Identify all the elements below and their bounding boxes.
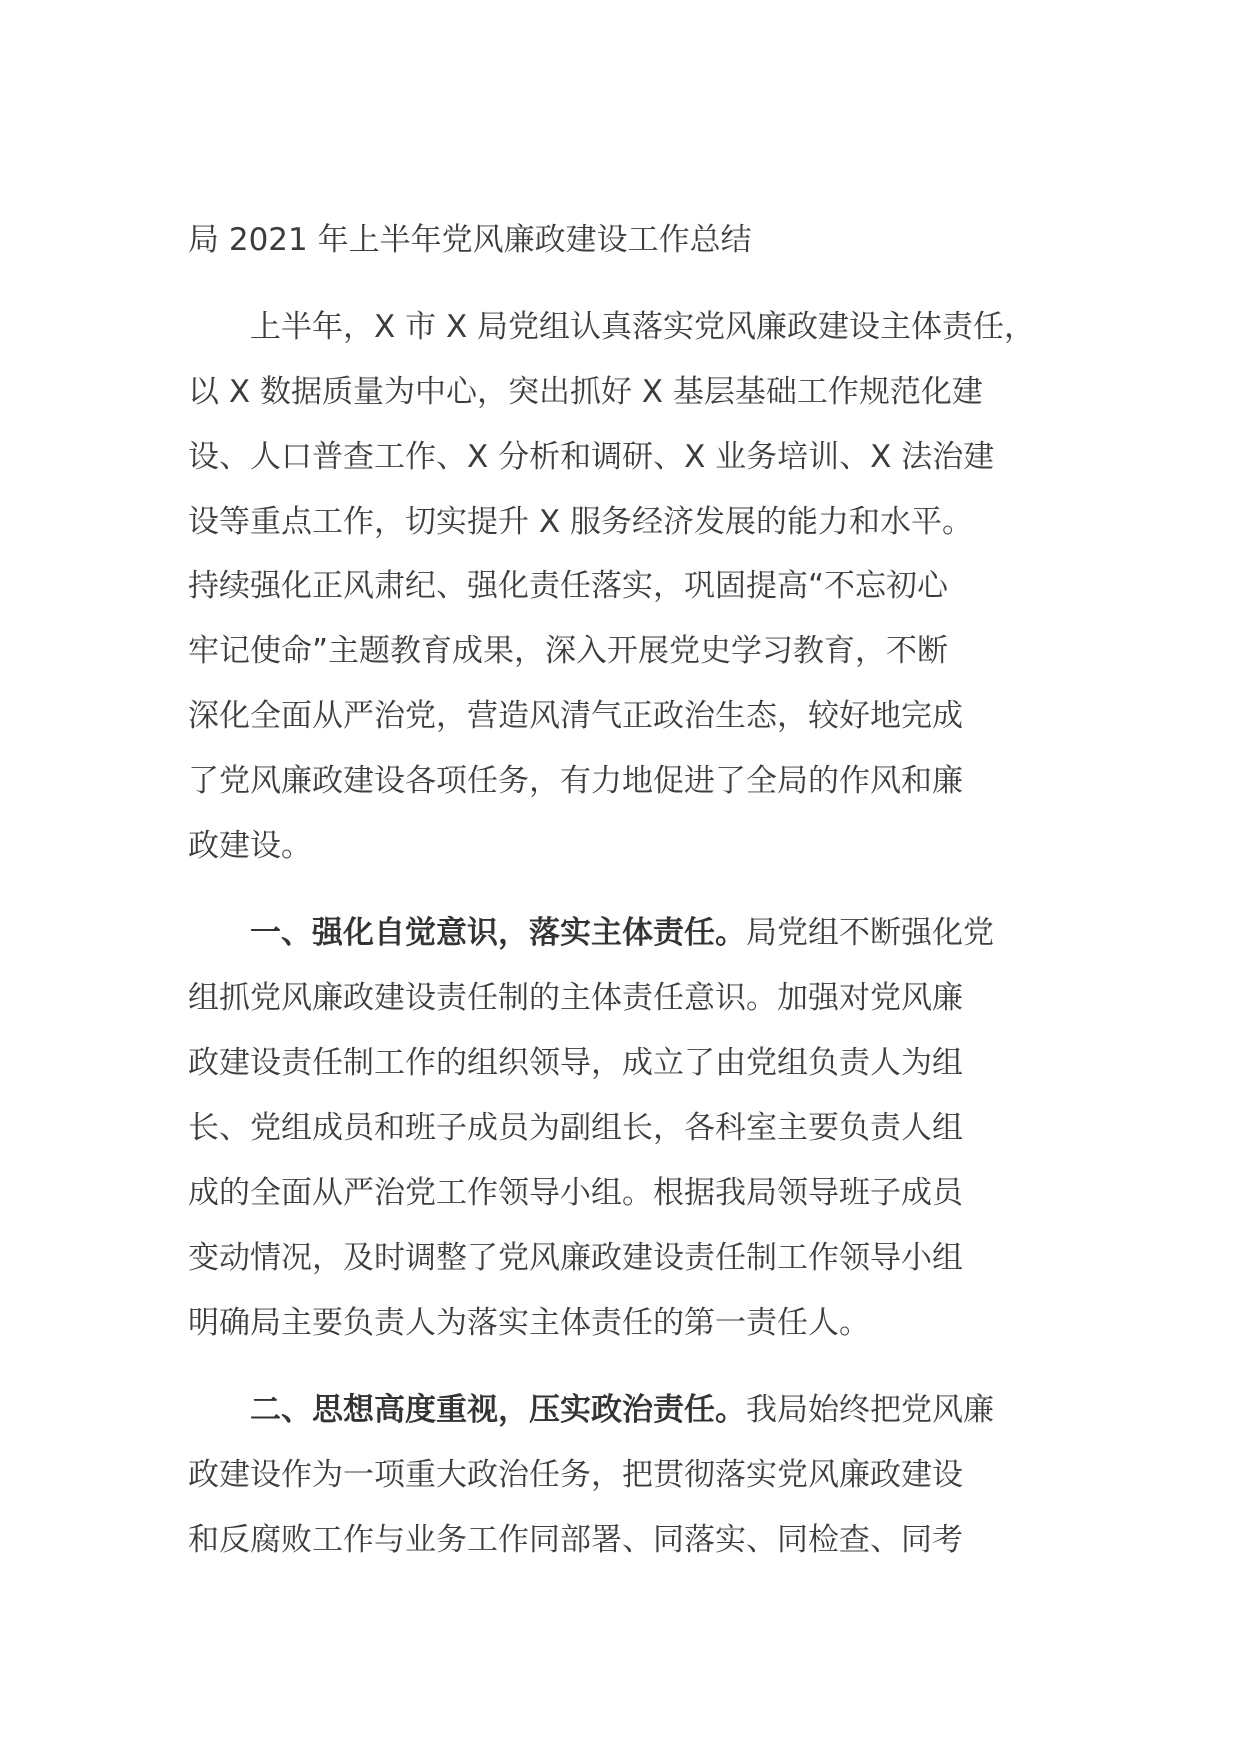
text-line: 变动情况，及时调整了党风廉政建设责任制工作领导小组 [188,1240,963,1276]
text-line: 明确局主要负责人为落实主体责任的第一责任人。 [188,1305,870,1341]
section-heading: 一、强化自觉意识，落实主体责任。 [188,915,746,951]
text-line [188,913,994,953]
text-line: 政建设作为一项重大政治任务，把贯彻落实党风廉政建设 [188,1457,963,1493]
text-line: 成的全面从严治党工作领导小组。根据我局领导班子成员 [188,1175,963,1211]
text-line: 和反腐败工作与业务工作同部署、同落实、同检查、同考 [188,1522,963,1558]
document-title: 局 2021 年上半年党风廉政建设工作总结 [188,222,752,258]
text-line: 设等重点工作，切实提升 X 服务经济发展的能力和水平。 [188,504,973,540]
text-line: 组抓党风廉政建设责任制的主体责任意识。加强对党风廉 [188,980,963,1016]
text-run: 我局始终把党风廉 [746,1392,994,1428]
text-line: 牢记使命”主题教育成果，深入开展党史学习教育，不断 [188,633,949,669]
text-line: 以 X 数据质量为中心，突出抓好 X 基层基础工作规范化建 [188,374,983,410]
text-line: 持续强化正风肃纪、强化责任落实，巩固提高“不忘初心 [188,568,949,604]
text-line: 上半年，X 市 X 局党组认真落实党风廉政建设主体责任， [188,309,1036,345]
text-line: 政建设。 [188,828,312,864]
text-line [188,1390,994,1430]
text-line: 政建设责任制工作的组织领导，成立了由党组负责人为组 [188,1045,963,1081]
text-line: 深化全面从严治党，营造风清气正政治生态，较好地完成 [188,698,963,734]
text-run: 局党组不断强化党 [746,915,994,951]
text-line: 了党风廉政建设各项任务，有力地促进了全局的作风和廉 [188,763,963,799]
section-heading: 二、思想高度重视，压实政治责任。 [188,1392,746,1428]
text-line: 设、人口普查工作、X 分析和调研、X 业务培训、X 法治建 [188,439,995,475]
text-line: 长、党组成员和班子成员为副组长，各科室主要负责人组 [188,1110,963,1146]
